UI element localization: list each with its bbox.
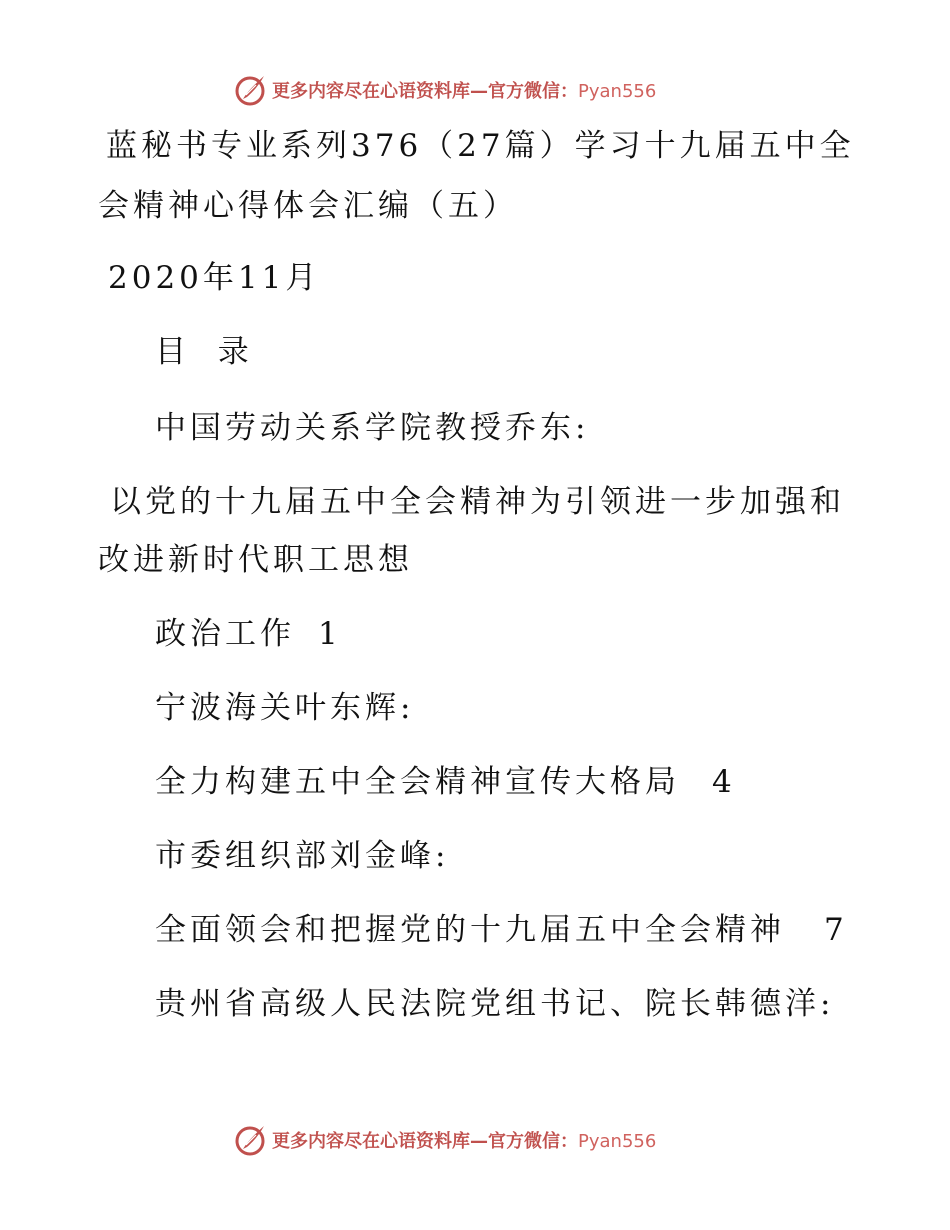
footer-watermark — [234, 1122, 656, 1158]
toc-entry-3-author: 市委组织部刘金峰: — [155, 838, 450, 874]
document-date: 2020年11月 — [108, 260, 321, 296]
document-title-line-1: 蓝秘书专业系列376（27篇）学习十九届五中全 — [106, 128, 855, 164]
toc-entry-3-page: 7 — [824, 912, 848, 948]
watermark-text: 更多内容尽在心语资料库—官方微信： — [272, 1131, 578, 1152]
toc-entry-1-title-line-1: 以党的十九届五中全会精神为引领进一步加强和 — [110, 484, 845, 520]
toc-heading: 目 录 — [155, 334, 253, 370]
toc-entry-1-title-line-2: 改进新时代职工思想 — [98, 542, 413, 578]
toc-entry-4-author: 贵州省高级人民法院党组书记、院长韩德洋: — [155, 986, 835, 1022]
toc-entry-2-page: 4 — [712, 764, 736, 800]
toc-entry-1-author: 中国劳动关系学院教授乔东: — [155, 410, 590, 446]
watermark-wechat-id: Pyan556 — [578, 81, 657, 102]
document-title-line-2: 会精神心得体会汇编（五） — [98, 188, 518, 224]
quill-logo-icon — [234, 1123, 268, 1157]
header-watermark — [234, 72, 656, 108]
toc-entry-3-title: 全面领会和把握党的十九届五中全会精神 — [155, 912, 785, 948]
toc-entry-1-page: 1 — [318, 616, 342, 652]
watermark-text: 更多内容尽在心语资料库—官方微信： — [272, 81, 578, 102]
toc-entry-2-title: 全力构建五中全会精神宣传大格局 — [155, 764, 680, 800]
watermark-wechat-id: Pyan556 — [578, 1131, 657, 1152]
toc-entry-2-author: 宁波海关叶东辉: — [155, 690, 415, 726]
toc-entry-1-title-line-3: 政治工作 — [155, 616, 295, 652]
quill-logo-icon — [234, 73, 268, 107]
